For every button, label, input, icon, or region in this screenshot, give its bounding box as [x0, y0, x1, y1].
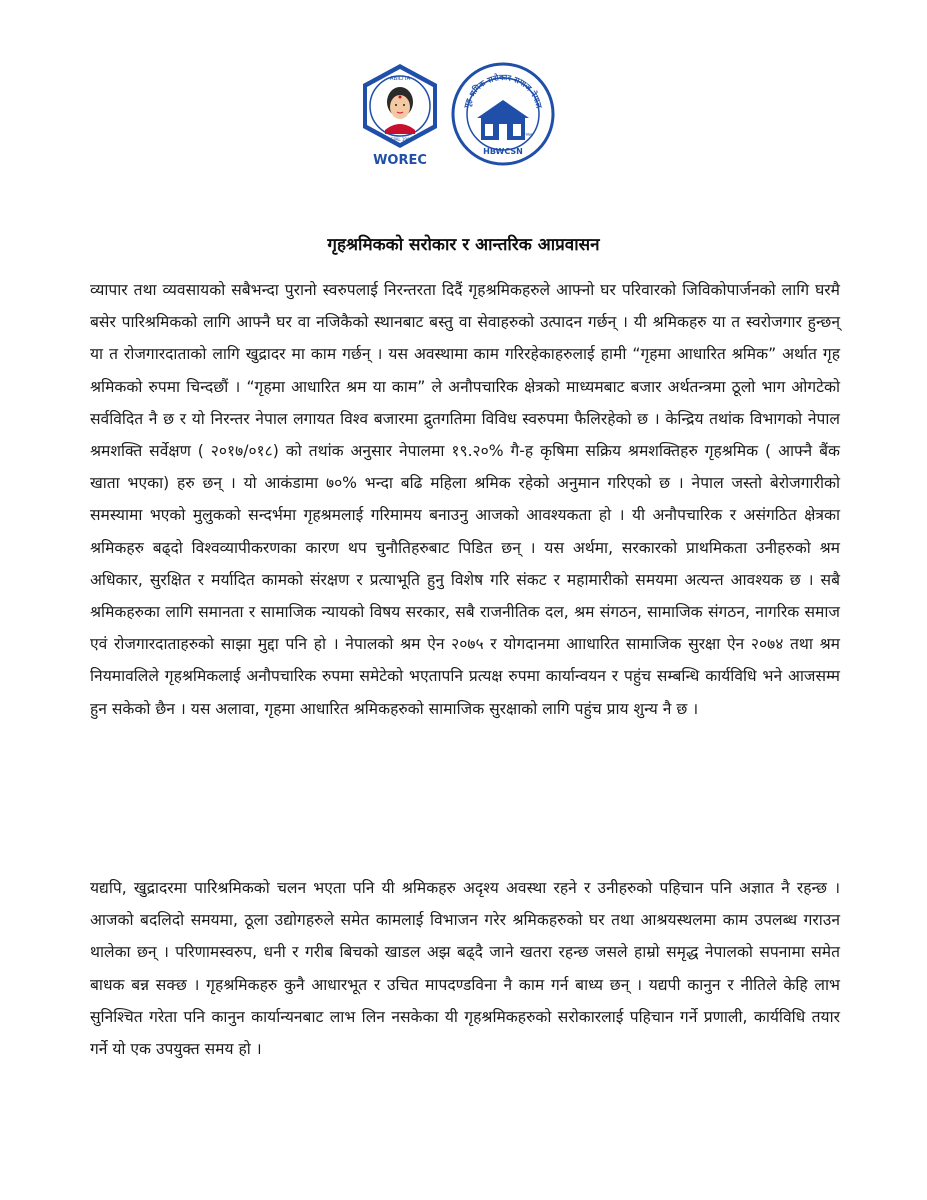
header-logos: [0, 62, 927, 172]
hbwcsn-logo: [447, 62, 559, 170]
document-title: गृहश्रमिकको सरोकार र आन्तरिक आप्रवासन: [327, 235, 600, 255]
worec-logo: [357, 62, 443, 170]
hbwcsn-year: २०७०: [523, 132, 534, 138]
worec-arc-text: ABILITA: [389, 76, 411, 82]
worec-ring-text: NEPAL 1991: [387, 137, 413, 142]
paragraph-2: यद्यपि, खुद्रादरमा पारिश्रमिकको चलन भएता पनि यी श्रमिकहरु अदृश्य अवस्था रहने र उनीहरुको पहिचान पनि अज्ञात नै रहन्छ । आजको बदलिदो समयमा, ठूला उद्योगहरुले समेत कामलाई विभाजन गरेर श्रमिकहरुको घर तथा आश्रयस्थलमा काम उपलब्ध गराउन थालेका छन् । परिणामस्वरुप, धनी र गरीब बिचको खाडल अझ बढ्दै जाने खतरा रहन्छ जसले हाम्रो समृद्ध नेपालको सपनामा समेत बाधक बन्न सक्छ । गृहश्रमिकहरु कुनै आधारभूत र उचित मापदण्डविना नै काम गर्न बाध्य छन् । यद्यपी कानुन र नीतिले केहि लाभ सुनिश्चित गरेता पनि कानुन कार्यान्यनबाट लाभ लिन नसकेका यी गृहश्रमिकहरुको सरोकारलाई पहिचान गर्ने प्रणाली, कार्यविधि तयार गर्ने यो एक उपयुक्त समय हो ।: [90, 879, 840, 1059]
worec-name: WOREC: [373, 153, 427, 168]
paragraph-1: व्यापार तथा व्यवसायको सबैभन्दा पुरानो स्वरुपलाई निरन्तरता दिदैं गृहश्रमिकहरुले आफ्नो घर परिवारको जिविकोपार्जनको लागि घरमै बसेर पारिश्रमिकको लागि आफ्नै घर वा नजिकैको स्थानबाट बस्तु वा सेवाहरुको उत्पादन गर्छन् । यी श्रमिकहरु या त स्वरोजगार हुन्छन् या त रोजगारदाताको लागि खुद्रादर मा काम गर्छन् । यस अवस्थामा काम गरिरहेकाहरुलाई हामी “गृहमा आधारित श्रमिक” अर्थात गृह श्रमिकको रुपमा चिन्दछौं । “गृहमा आधारित श्रम या काम” ले अनौपचारिक क्षेत्रको माध्यमबाट बजार अर्थतन्त्रमा ठूलो भाग ओगटेको सर्वविदित नै छ र यो निरन्तर नेपाल लगायत विश्व बजारमा द्रुतगतिमा विविध स्वरुपमा फैलिरहेको छ । केन्द्रिय तथांक विभागको नेपाल श्रमशक्ति सर्वेक्षण ( २०१७/०१८) को तथांक अनुसार नेपालमा १९.२०% गै-ह कृषिमा सक्रिय श्रमशक्तिहरु गृहश्रमिक ( आफ्नै बैंक खाता भएका) हरु छन् । यो आकंडामा ७०% भन्दा बढि महिला श्रमिक रहेको अनुमान गरिएको छ । नेपाल जस्तो बेरोजगारीको समस्यामा भएको मुलुकको सन्दर्भमा गृहश्रमलाई गरिमामय बनाउनु आजको आवश्यकता हो । यी अनौपचारिक र असंगठित क्षेत्रका श्रमिकहरु बढ्दो विश्वव्यापीकरणका कारण थप चुनौतिहरुबाट पिडित छन् । यस अर्थमा, सरकारको प्राथमिकता उनीहरुको श्रम अधिकार, सुरक्षित र मर्यादित कामको संरक्षण र प्रत्याभूति हुनु विशेष गरि संकट र महामारीको समयमा अत्यन्त आवश्यक छ । सबै श्रमिकहरुका लागि समानता र सामाजिक न्यायको विषय सरकार, सबै राजनीतिक दल, श्रम संगठन, सामाजिक संगठन, नागरिक समाज एवं रोजगारदाताहरुको साझा मुद्दा पनि हो । नेपालको श्रम ऐन २०७५ र योगदानमा आाधारित सामाजिक सुरक्षा ऐन २०७४ तथा श्रम नियमावलिले गृहश्रमिकलाई अनौपचारिक रुपमा समेटेको भएतापनि प्रत्यक्ष रुपमा कार्यान्वयन र पहुंच सम्बन्धि कार्यविधि भने आजसम्म हुन सकेको छैन । यस अलावा, गृहमा आधारित श्रमिकहरुको सामाजिक सुरक्षाको लागि पहुंच प्राय शुन्य नै छ ।: [90, 281, 840, 718]
hbwcsn-name: HBWCSN: [483, 147, 523, 156]
hbwcsn-ring-text: गृह श्रमिक सरोकार समाज नेपाल: [462, 72, 544, 110]
